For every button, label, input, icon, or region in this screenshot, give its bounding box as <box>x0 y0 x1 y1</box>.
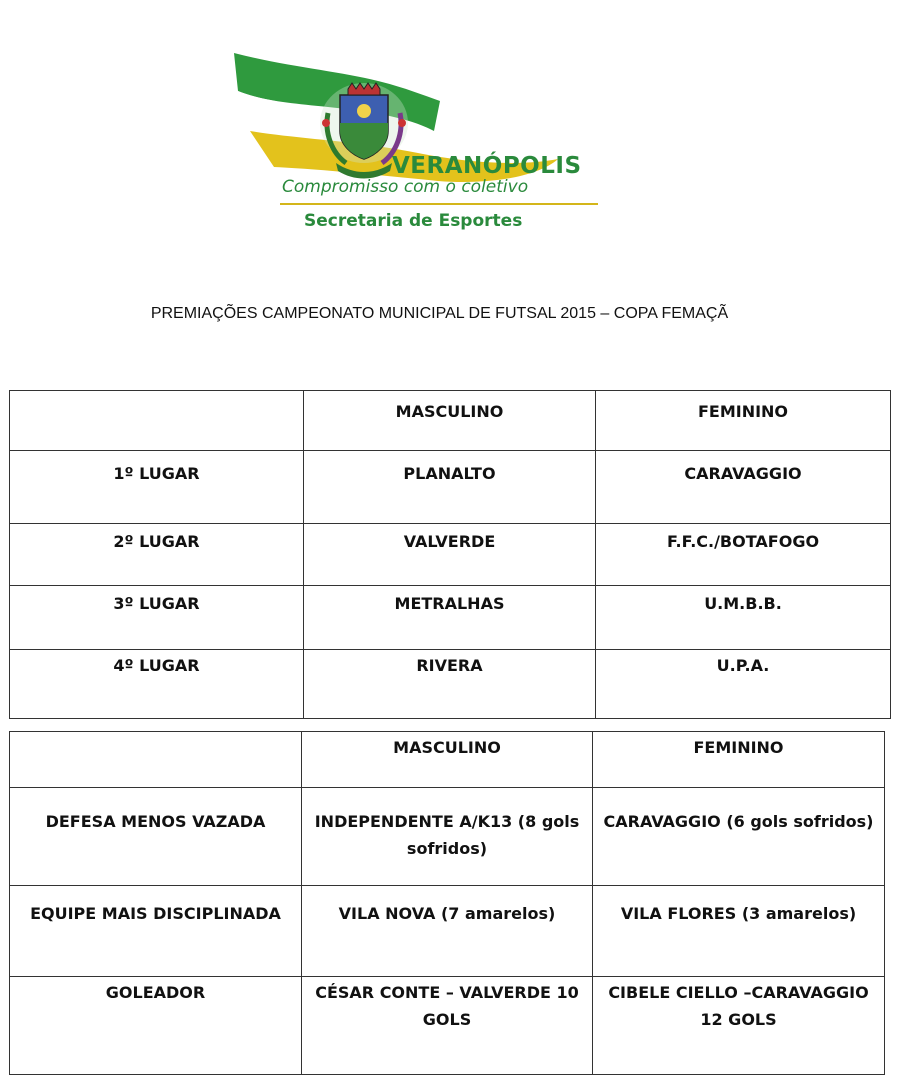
placing-label: 4º LUGAR <box>10 650 304 719</box>
masculino-team: PLANALTO <box>304 451 596 524</box>
header-cell-feminino: FEMININO <box>596 391 891 451</box>
table-header-row <box>10 732 885 788</box>
veranopolis-logo <box>228 45 608 240</box>
document-title <box>0 305 903 323</box>
brand-slogan: Compromisso com o coletivo <box>282 177 529 197</box>
table-row <box>10 650 891 719</box>
feminino-winner: VILA FLORES (3 amarelos) <box>593 886 885 977</box>
feminino-team: CARAVAGGIO <box>596 451 891 524</box>
header-cell-masculino: MASCULINO <box>302 732 593 788</box>
brand-divider <box>280 203 598 205</box>
table-row <box>10 451 891 524</box>
brand-department: Secretaria de Esportes <box>304 211 523 231</box>
masculino-winner: VILA NOVA (7 amarelos) <box>302 886 593 977</box>
placing-label: 3º LUGAR <box>10 586 304 650</box>
header-cell-feminino: FEMININO <box>593 732 885 788</box>
feminino-winner: CIBELE CIELLO –CARAVAGGIO 12 GOLS <box>593 977 885 1075</box>
table-row <box>10 524 891 586</box>
table-row <box>10 586 891 650</box>
header-cell <box>10 391 304 451</box>
feminino-team: U.P.A. <box>596 650 891 719</box>
masculino-team: VALVERDE <box>304 524 596 586</box>
award-label: DEFESA MENOS VAZADA <box>10 788 302 886</box>
table-row <box>10 788 885 886</box>
feminino-team: U.M.B.B. <box>596 586 891 650</box>
award-label: EQUIPE MAIS DISCIPLINADA <box>10 886 302 977</box>
feminino-team: F.F.C./BOTAFOGO <box>596 524 891 586</box>
masculino-team: METRALHAS <box>304 586 596 650</box>
masculino-winner: CÉSAR CONTE – VALVERDE 10 GOLS <box>302 977 593 1075</box>
document-title-text: PREMIAÇÕES CAMPEONATO MUNICIPAL DE FUTSAL 2015 – COPA FEMAÇÃ <box>150 305 729 322</box>
feminino-winner: CARAVAGGIO (6 gols sofridos) <box>593 788 885 886</box>
masculino-team: RIVERA <box>304 650 596 719</box>
table-row <box>10 977 885 1075</box>
header-cell <box>10 732 302 788</box>
masculino-winner: INDEPENDENTE A/K13 (8 gols sofridos) <box>302 788 593 886</box>
header-cell-masculino: MASCULINO <box>304 391 596 451</box>
placings-table <box>9 390 891 719</box>
placing-label: 1º LUGAR <box>10 451 304 524</box>
award-label: GOLEADOR <box>10 977 302 1075</box>
table-header-row <box>10 391 891 451</box>
placing-label: 2º LUGAR <box>10 524 304 586</box>
special-awards-table <box>9 731 885 1075</box>
brand-name: VERANÓPOLIS <box>392 153 582 179</box>
table-row <box>10 886 885 977</box>
